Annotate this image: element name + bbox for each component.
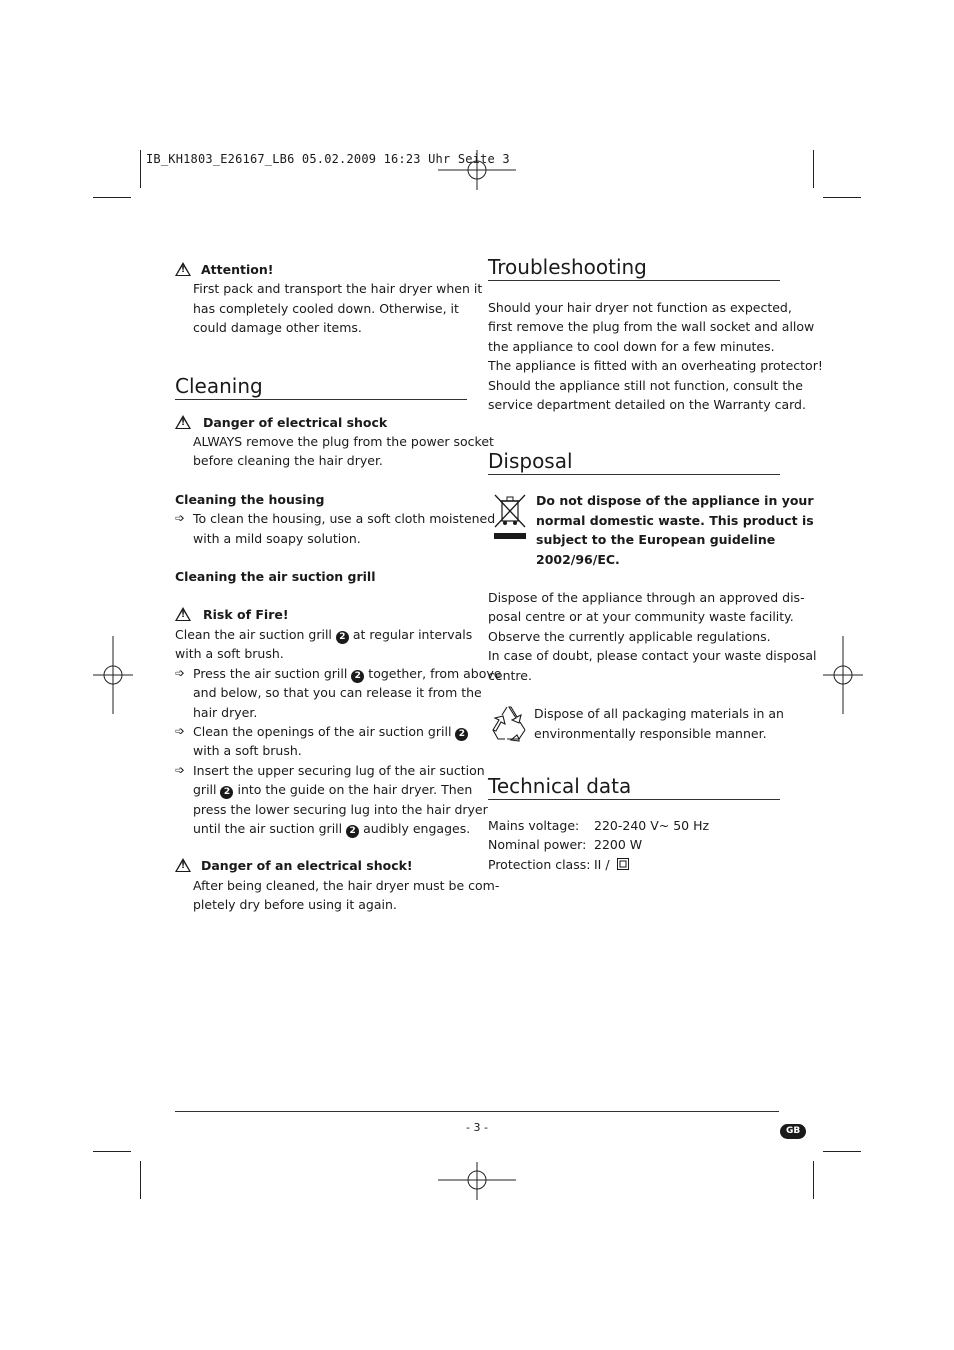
crop-mark [823,1151,861,1152]
list-item-text: together, from above [368,665,502,681]
crop-mark [813,1161,814,1199]
technical-heading: Technical data [488,773,632,798]
warning-triangle-icon [175,858,191,872]
fire-text: with a soft brush. [175,646,284,662]
list-item-text: Press the air suction grill [193,665,348,681]
technical-heading-wrap [488,773,780,800]
weee-text: 2002/96/EC. [536,551,620,567]
list-item-text [175,819,471,838]
list-item-text: with a soft brush. [193,743,302,759]
tech-label: Protection class: [488,856,591,872]
ref-number-badge: 2 [455,728,468,741]
list-item-text-part: audibly engages. [363,820,471,836]
warning-triangle-icon [175,607,191,621]
danger-text: ALWAYS remove the plug from the power socket [193,434,494,450]
ref-number-badge: 2 [351,670,364,683]
list-item-text-part: until the air suction grill [193,820,343,836]
list-item [175,722,467,741]
technical-table [488,816,709,874]
fire-text-part: at regular intervals [352,626,473,642]
fire-text-part: Clean the air suction grill [175,626,332,642]
weee-text: Do not dispose of the appliance in your [536,493,814,509]
print-slug: IB_KH1803_E26167_LB6 05.02.2009 16:23 Uhr Seite 3 [146,152,510,166]
disposal-text: Observe the currently applicable regulations. [488,628,771,644]
cleaning-heading: Cleaning [175,373,263,398]
disposal-heading-wrap [488,448,780,475]
ref-number-badge: 2 [220,786,233,799]
arrow-right-icon: ➩ [175,665,186,680]
troubleshooting-text: first remove the plug from the wall socket and allow [488,319,815,335]
registration-mark-icon [823,636,863,714]
warning-triangle-icon [175,415,191,429]
tech-label: Nominal power: [488,837,587,853]
shock-text: After being cleaned, the hair dryer must be com- [193,877,500,893]
crop-mark [813,150,814,188]
housing-title: Cleaning the housing [175,491,325,507]
arrow-right-icon: ➩ [175,511,186,526]
troubleshooting-heading: Troubleshooting [488,255,647,279]
warning-triangle-icon [175,262,191,276]
troubleshooting-text: The appliance is fitted with an overheating protector! [488,358,823,374]
crop-mark [93,1151,131,1152]
list-item-text: Insert the upper securing lug of the air suction [193,762,485,778]
danger-title: Danger of electrical shock [203,414,388,430]
footer-rule [175,1111,779,1112]
danger-text: before cleaning the hair dryer. [193,453,383,469]
list-item [175,761,485,780]
troubleshooting-heading-wrap [488,254,780,281]
crop-mark [93,197,131,198]
left-column [175,260,502,915]
list-item-text: To clean the housing, use a soft cloth moistened [193,511,496,527]
page-number: - 3 - [466,1121,488,1134]
troubleshooting-text: the appliance to cool down for a few minutes. [488,338,775,354]
troubleshooting-text: service department detailed on the Warranty card. [488,397,806,413]
list-item-text-part: grill [193,782,217,798]
attention-notice [175,260,483,338]
crossed-bin-icon [492,493,528,541]
arrow-right-icon: ➩ [175,762,186,777]
weee-text: normal domestic waste. This product is [536,512,814,528]
attention-title: Attention! [201,262,274,277]
arrow-right-icon: ➩ [175,723,186,738]
crop-mark [823,197,861,198]
crop-mark [140,150,141,188]
disposal-text: centre. [488,667,532,683]
cleaning-heading-wrap [175,373,467,400]
list-item-text: hair dryer. [193,704,258,720]
disposal-text: Dispose of the appliance through an approved dis- [488,590,805,606]
attention-text: could damage other items. [193,320,362,336]
weee-notice [488,491,814,569]
disposal-text: In case of doubt, please contact your waste disposal [488,648,817,664]
recycle-text: Dispose of all packaging materials in an [534,706,784,722]
tech-value: 220-240 V~ 50 Hz [594,817,710,833]
double-square-icon [617,858,629,870]
troubleshooting-text: Should your hair dryer not function as expected, [488,300,792,315]
disposal-heading: Disposal [488,449,573,474]
tech-label: Mains voltage: [488,817,580,833]
shock-title: Danger of an electrical shock! [201,858,413,874]
right-column [488,254,823,874]
recycle-icon [489,704,529,742]
tech-value-cell [594,855,709,874]
attention-text: First pack and transport the hair dryer when it [193,281,483,297]
fire-title: Risk of Fire! [203,607,289,623]
list-item [175,509,496,528]
tech-value: II / [594,856,610,872]
disposal-text: posal centre or at your community waste facility. [488,609,794,625]
fire-text [175,625,473,644]
list-item-text: and below, so that you can release it from the [193,685,482,701]
list-item-text [175,780,473,799]
shock-text: pletely dry before using it again. [193,897,397,913]
grill-title: Cleaning the air suction grill [175,569,376,585]
weee-text: subject to the European guideline [536,532,776,548]
recycle-text: environmentally responsible manner. [534,725,767,741]
ref-number-badge: 2 [346,825,359,838]
list-item-text-part: into the guide on the hair dryer. Then [237,782,473,798]
language-badge [780,1121,806,1139]
registration-mark-icon [438,1162,516,1200]
list-item-text: press the lower securing lug into the hair dryer [193,801,488,817]
troubleshooting-text: Should the appliance still not function, consult the [488,377,803,393]
attention-text: has completely cooled down. Otherwise, it [193,300,459,316]
language-code: GB [780,1124,806,1139]
ref-number-badge: 2 [336,631,349,644]
crop-mark [140,1161,141,1199]
table-row [488,855,709,874]
list-item [175,664,502,683]
list-item-text: Clean the openings of the air suction grill [193,723,452,739]
list-item-text: with a mild soapy solution. [193,530,361,546]
recycle-notice [488,704,784,743]
registration-mark-icon [93,636,133,714]
table-row [488,816,709,835]
tech-value: 2200 W [594,837,643,853]
table-row [488,835,709,854]
